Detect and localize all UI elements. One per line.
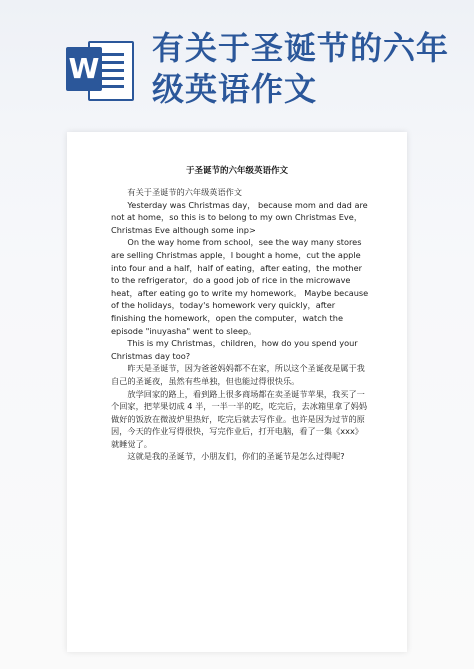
document-body bbox=[111, 186, 369, 463]
paragraph: On the way home from school，see the way many stores are selling Christmas apple，I bought a home，cut the apple into four and a half，half of eating，after eating，the mother to the refrigerator，do a good job of rice in the microwave heat，after eating go to write my homework。 Maybe because of the holidays，today's homework very quickly，after finishing the homework，open the computer，watch the episode "inuyasha" went to sleep。 bbox=[111, 237, 369, 336]
paragraph: 放学回家的路上，看到路上很多商场都在卖圣诞节苹果，我买了一个回家，把苹果切成 4 半，一半一半的吃，吃完后，去冰箱里拿了妈妈做好的饭放在微波炉里热好，吃完后就去写作业。也许是因为过节的原因，今天的作业写得很快，写完作业后，打开电脑，看了一集《xxx》就睡觉了。 bbox=[111, 388, 368, 449]
paragraph: 昨天是圣诞节，因为爸爸妈妈都不在家，所以这个圣诞夜是属于我自己的圣诞夜，虽然有些单独，但也能过得很快乐。 bbox=[111, 363, 365, 386]
document-title: 于圣诞节的六年级英语作文 bbox=[185, 166, 288, 176]
paragraph: This is my Christmas，children，how do you spend your Christmas day too? bbox=[111, 338, 358, 361]
banner-title: 有关于圣诞节的六年级英语作文 bbox=[152, 29, 450, 108]
word-icon bbox=[66, 37, 132, 101]
paragraph: 这就是我的圣诞节，小朋友们，你们的圣诞节是怎么过得呢? bbox=[127, 451, 345, 462]
word-letter: W bbox=[66, 47, 102, 91]
document-page bbox=[67, 132, 407, 652]
paragraph: Yesterday was Christmas day， because mom and dad are not at home，so this is to belong to my own Christmas Eve，Christmas Eve although some inp> bbox=[111, 199, 368, 235]
paragraph: 有关于圣诞节的六年级英语作文 bbox=[127, 187, 243, 197]
